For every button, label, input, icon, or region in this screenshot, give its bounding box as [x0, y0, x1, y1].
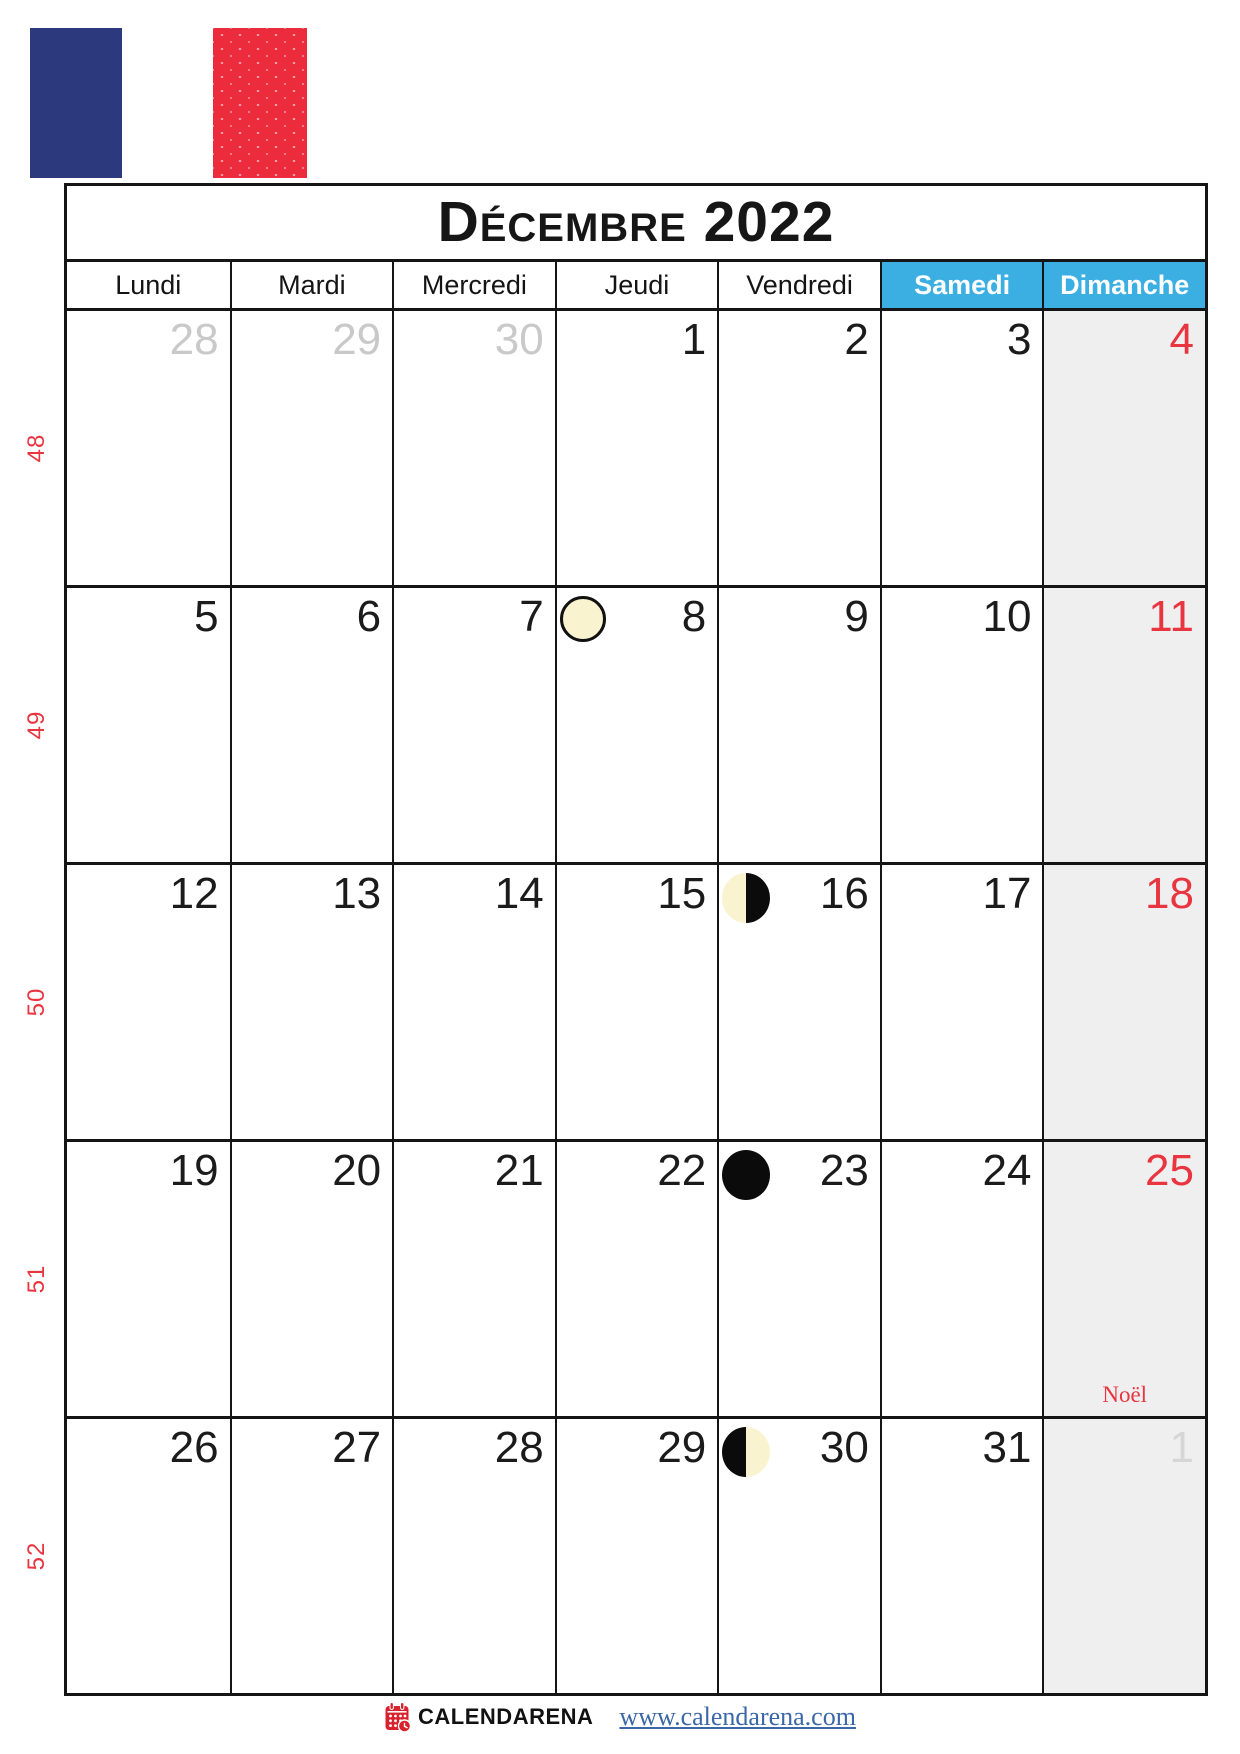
day-number: 13	[332, 869, 382, 918]
day-number: 28	[169, 315, 219, 364]
day-cell	[1042, 588, 1205, 862]
day-number: 31	[982, 1423, 1032, 1472]
day-cell	[880, 311, 1043, 585]
day-number: 9	[844, 592, 869, 641]
day-number: 30	[819, 1423, 869, 1472]
day-cell	[67, 1142, 230, 1416]
day-cell	[717, 1142, 880, 1416]
calendar-title-bar	[67, 186, 1205, 262]
day-cell	[880, 865, 1043, 1139]
day-number: 2	[844, 315, 869, 364]
day-number: 21	[494, 1146, 544, 1195]
day-number: 4	[1169, 315, 1194, 364]
day-number: 22	[657, 1146, 707, 1195]
new-moon-icon	[722, 1150, 770, 1200]
day-cell	[555, 311, 718, 585]
week-number-label: 52	[23, 1541, 50, 1571]
week-number-label: 49	[23, 710, 50, 740]
day-number: 23	[819, 1146, 869, 1195]
website-link[interactable]: www.calendarena.com	[619, 1702, 856, 1731]
week-row	[23, 1416, 1205, 1693]
holiday-label: Noël	[1102, 1382, 1148, 1407]
weekday-header-row	[67, 262, 1205, 308]
day-number: 1	[1169, 1423, 1194, 1472]
day-number: 16	[819, 869, 869, 918]
day-number: 24	[982, 1146, 1032, 1195]
day-cell	[880, 588, 1043, 862]
day-cell	[230, 1142, 393, 1416]
day-cell	[1042, 1142, 1205, 1416]
day-cell	[230, 1419, 393, 1693]
weekday-header-samedi: Samedi	[880, 262, 1043, 308]
weekday-header-mercredi: Mercredi	[392, 262, 555, 308]
day-cell	[1042, 1419, 1205, 1693]
footer	[0, 1699, 1240, 1735]
day-number: 27	[332, 1423, 382, 1472]
day-cell	[67, 588, 230, 862]
calendar	[23, 183, 1208, 1696]
day-cell	[67, 311, 230, 585]
day-cell	[717, 311, 880, 585]
day-cell	[555, 865, 718, 1139]
france-flag	[30, 28, 310, 178]
day-number: 12	[169, 869, 219, 918]
day-number: 28	[494, 1423, 544, 1472]
day-cell	[392, 1419, 555, 1693]
day-number: 15	[657, 869, 707, 918]
day-number: 25	[1145, 1146, 1194, 1195]
day-cell	[555, 1142, 718, 1416]
day-number: 17	[982, 869, 1032, 918]
day-number: 3	[1006, 315, 1032, 364]
day-number: 11	[1148, 592, 1194, 641]
day-number: 18	[1145, 869, 1194, 918]
flag-blue-stripe	[30, 28, 122, 178]
week-row	[23, 1139, 1205, 1416]
weekday-header-lundi: Lundi	[67, 262, 230, 308]
day-cell	[880, 1419, 1043, 1693]
day-number: 6	[356, 592, 382, 641]
day-cell	[555, 588, 718, 862]
day-cell	[67, 865, 230, 1139]
day-cell	[1042, 311, 1205, 585]
brand-name: CALENDARENA	[418, 1704, 594, 1729]
first-quarter-icon	[722, 1427, 770, 1477]
day-number: 14	[494, 869, 544, 918]
day-cell	[717, 588, 880, 862]
calendar-title: Décembre 2022	[437, 190, 835, 254]
last-quarter-icon	[722, 873, 770, 923]
day-number: 30	[494, 315, 544, 364]
day-number: 5	[194, 592, 219, 641]
day-number: 29	[332, 315, 382, 364]
week-row	[23, 308, 1205, 585]
day-cell	[230, 311, 393, 585]
day-cell	[1042, 865, 1205, 1139]
day-number: 8	[681, 592, 707, 641]
day-number: 10	[982, 592, 1032, 641]
flag-red-stripe	[213, 28, 307, 178]
weekday-header-mardi: Mardi	[230, 262, 393, 308]
day-cell	[230, 865, 393, 1139]
weekday-header-vendredi: Vendredi	[717, 262, 880, 308]
day-number: 20	[332, 1146, 382, 1195]
day-cell	[717, 1419, 880, 1693]
weekday-header-jeudi: Jeudi	[555, 262, 718, 308]
calendar-grid	[23, 308, 1205, 1693]
day-number: 29	[657, 1423, 707, 1472]
full-moon-icon	[560, 596, 606, 642]
day-cell	[392, 1142, 555, 1416]
day-cell	[555, 1419, 718, 1693]
day-cell	[230, 588, 393, 862]
day-number: 26	[169, 1423, 219, 1472]
calendar-logo-icon	[384, 1702, 412, 1733]
week-number-label: 51	[23, 1264, 50, 1294]
weekday-header-dimanche: Dimanche	[1042, 262, 1205, 308]
day-cell	[392, 865, 555, 1139]
week-row	[23, 585, 1205, 862]
day-number: 19	[169, 1146, 219, 1195]
brand-logo	[384, 1702, 593, 1733]
day-cell	[67, 1419, 230, 1693]
day-cell	[717, 865, 880, 1139]
day-number: 1	[681, 315, 707, 364]
day-cell	[880, 1142, 1043, 1416]
week-row	[23, 862, 1205, 1139]
week-number-label: 50	[23, 987, 50, 1017]
day-number: 7	[519, 592, 544, 641]
week-number-label: 48	[23, 433, 50, 463]
day-cell	[392, 311, 555, 585]
day-cell	[392, 588, 555, 862]
